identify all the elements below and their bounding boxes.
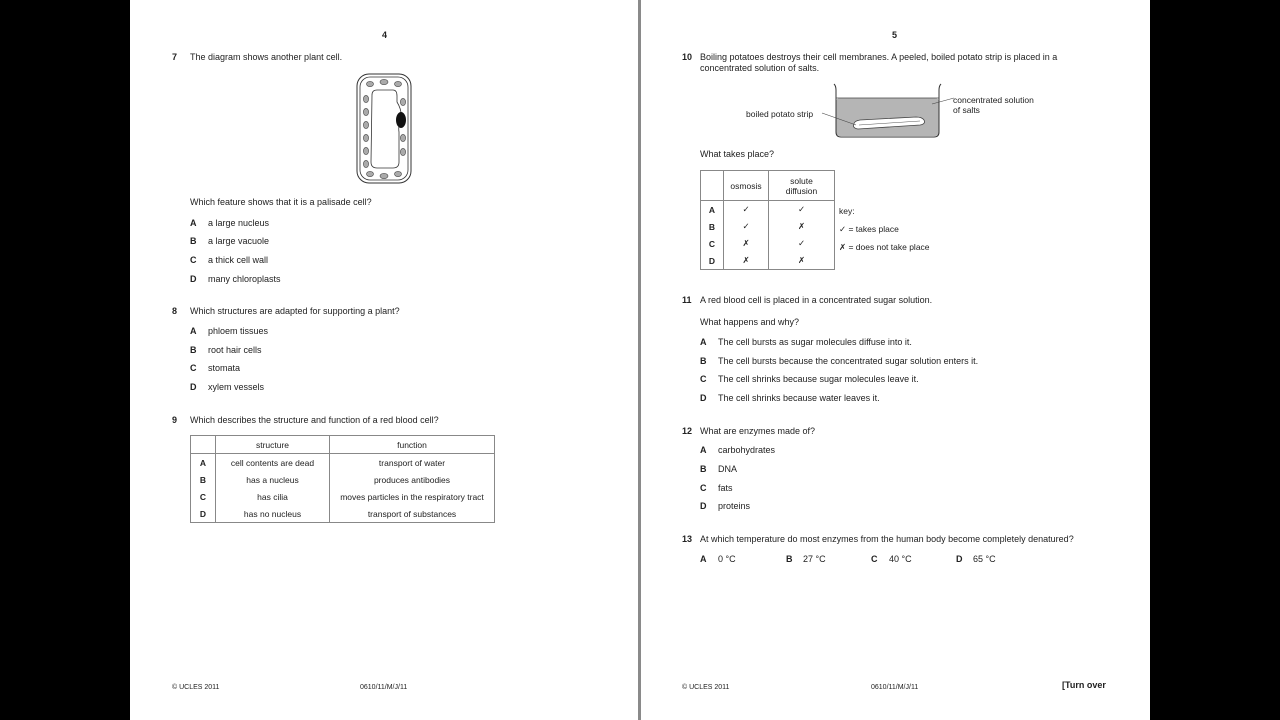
- question-prompt: What happens and why?: [700, 317, 800, 327]
- question-number: 9: [172, 415, 178, 425]
- option-d[interactable]: 65 °C: [973, 554, 996, 564]
- option-d[interactable]: xylem vessels: [208, 382, 265, 392]
- label-boiled-potato-strip: boiled potato strip: [746, 109, 814, 119]
- header-diffusion: diffusion: [785, 185, 818, 196]
- question-prompt: What takes place?: [700, 149, 775, 159]
- row-letter: B: [701, 218, 724, 235]
- cell-diffusion: ✗: [769, 218, 835, 235]
- table-row[interactable]: [701, 201, 835, 219]
- question-stem: Which structures are adapted for supporting a plant?: [190, 306, 400, 316]
- cell-function: produces antibodies: [330, 471, 495, 488]
- cell-function: transport of substances: [330, 505, 495, 523]
- footer-copyright: © UCLES 2011: [682, 684, 730, 691]
- option-letter: D: [700, 501, 707, 511]
- cell-osmosis: ✗: [724, 252, 769, 270]
- option-d[interactable]: The cell shrinks because water leaves it.: [718, 393, 880, 403]
- table-row[interactable]: [191, 454, 495, 472]
- table-row[interactable]: [191, 488, 495, 505]
- row-letter: D: [191, 505, 216, 523]
- label-solution-line2: of salts: [953, 105, 980, 115]
- question-number: 11: [682, 295, 692, 305]
- cell-structure: cell contents are dead: [216, 454, 330, 472]
- option-letter: D: [190, 382, 197, 392]
- option-d[interactable]: many chloroplasts: [208, 274, 281, 284]
- row-letter: D: [701, 252, 724, 270]
- row-letter: A: [701, 201, 724, 219]
- question-number: 10: [682, 52, 693, 62]
- question-prompt: Which feature shows that it is a palisade cell?: [190, 197, 372, 207]
- question-stem: At which temperature do most enzymes from the human body become completely denatured?: [700, 534, 1074, 544]
- option-c[interactable]: The cell shrinks because sugar molecules leave it.: [718, 374, 919, 384]
- option-letter: C: [871, 554, 878, 564]
- page-number: 5: [892, 30, 898, 40]
- option-letter: C: [190, 255, 197, 265]
- option-letter: C: [700, 483, 707, 493]
- table-row[interactable]: [191, 471, 495, 488]
- option-letter: D: [700, 393, 707, 403]
- question-stem: What are enzymes made of?: [700, 426, 816, 436]
- option-letter: C: [190, 363, 197, 373]
- question-stem: Which describes the structure and function of a red blood cell?: [190, 415, 439, 425]
- footer-copyright: © UCLES 2011: [172, 684, 220, 691]
- option-a[interactable]: phloem tissues: [208, 326, 269, 336]
- option-c[interactable]: a thick cell wall: [208, 255, 269, 265]
- option-b[interactable]: The cell bursts because the concentrated sugar solution enters it.: [718, 356, 979, 366]
- option-a[interactable]: a large nucleus: [208, 218, 270, 228]
- cell-function: transport of water: [330, 454, 495, 472]
- option-letter: B: [700, 356, 707, 366]
- cell-diffusion: ✓: [769, 201, 835, 219]
- option-letter: B: [190, 236, 197, 246]
- option-letter: B: [786, 554, 793, 564]
- cell-diffusion: ✓: [769, 235, 835, 252]
- row-letter: C: [701, 235, 724, 252]
- table-row[interactable]: [191, 505, 495, 523]
- cell-structure: has no nucleus: [216, 505, 330, 523]
- option-letter: C: [700, 374, 707, 384]
- question-stem: The diagram shows another plant cell.: [190, 52, 343, 62]
- osmosis-diffusion-table: [700, 170, 835, 270]
- option-a[interactable]: The cell bursts as sugar molecules diffuse into it.: [718, 337, 912, 347]
- table-row[interactable]: [701, 252, 835, 270]
- cell-osmosis: ✗: [724, 235, 769, 252]
- option-b[interactable]: DNA: [718, 464, 738, 474]
- column-header-solute-diffusion: [769, 171, 835, 201]
- table-row[interactable]: [701, 218, 835, 235]
- option-a[interactable]: carbohydrates: [718, 445, 776, 455]
- question-number: 7: [172, 52, 178, 62]
- row-letter: C: [191, 488, 216, 505]
- cell-structure: has cilia: [216, 488, 330, 505]
- option-letter: A: [190, 326, 197, 336]
- rbc-options-table: [190, 435, 495, 523]
- question-stem-line2: concentrated solution of salts.: [700, 63, 820, 73]
- question-number: 12: [682, 426, 693, 436]
- turn-over-label: [Turn over: [1062, 680, 1106, 690]
- cell-osmosis: ✓: [724, 201, 769, 219]
- column-header-structure: structure: [216, 436, 330, 454]
- cell-function: moves particles in the respiratory tract: [330, 488, 495, 505]
- option-a[interactable]: 0 °C: [718, 554, 736, 564]
- row-letter: B: [191, 471, 216, 488]
- footer-paper-code: 0610/11/M/J/11: [871, 684, 919, 691]
- option-b[interactable]: root hair cells: [208, 345, 262, 355]
- option-c[interactable]: stomata: [208, 363, 241, 373]
- plant-cell-diagram: [355, 72, 415, 187]
- table-corner: [701, 171, 724, 201]
- option-letter: B: [700, 464, 707, 474]
- option-letter: A: [700, 445, 707, 455]
- footer-paper-code: 0610/11/M/J/11: [360, 684, 408, 691]
- option-letter: B: [190, 345, 197, 355]
- option-c[interactable]: fats: [718, 483, 733, 493]
- question-stem: A red blood cell is placed in a concentrated sugar solution.: [700, 295, 933, 305]
- key-tick: ✓ = takes place: [839, 224, 899, 234]
- column-header-osmosis: osmosis: [724, 171, 769, 201]
- question-stem-line1: Boiling potatoes destroys their cell membranes. A peeled, boiled potato strip is placed in a: [700, 52, 1058, 62]
- beaker-diagram: [820, 80, 1060, 142]
- key-cross: ✗ = does not take place: [839, 242, 930, 252]
- column-header-function: function: [330, 436, 495, 454]
- page-number: 4: [382, 30, 388, 40]
- header-solute: solute: [790, 175, 813, 186]
- option-d[interactable]: proteins: [718, 501, 751, 511]
- option-letter: A: [700, 554, 707, 564]
- option-letter: D: [190, 274, 197, 284]
- table-corner: [191, 436, 216, 454]
- question-number: 13: [682, 534, 693, 544]
- cell-osmosis: ✓: [724, 218, 769, 235]
- option-letter: A: [190, 218, 197, 228]
- option-b[interactable]: a large vacuole: [208, 236, 270, 246]
- table-row[interactable]: [701, 235, 835, 252]
- option-c[interactable]: 40 °C: [889, 554, 912, 564]
- key-title: key:: [839, 206, 855, 216]
- option-letter: A: [700, 337, 707, 347]
- label-solution-line1: concentrated solution: [953, 95, 1034, 105]
- cell-structure: has a nucleus: [216, 471, 330, 488]
- row-letter: A: [191, 454, 216, 472]
- cell-diffusion: ✗: [769, 252, 835, 270]
- question-number: 8: [172, 306, 178, 316]
- option-b[interactable]: 27 °C: [803, 554, 826, 564]
- option-letter: D: [956, 554, 963, 564]
